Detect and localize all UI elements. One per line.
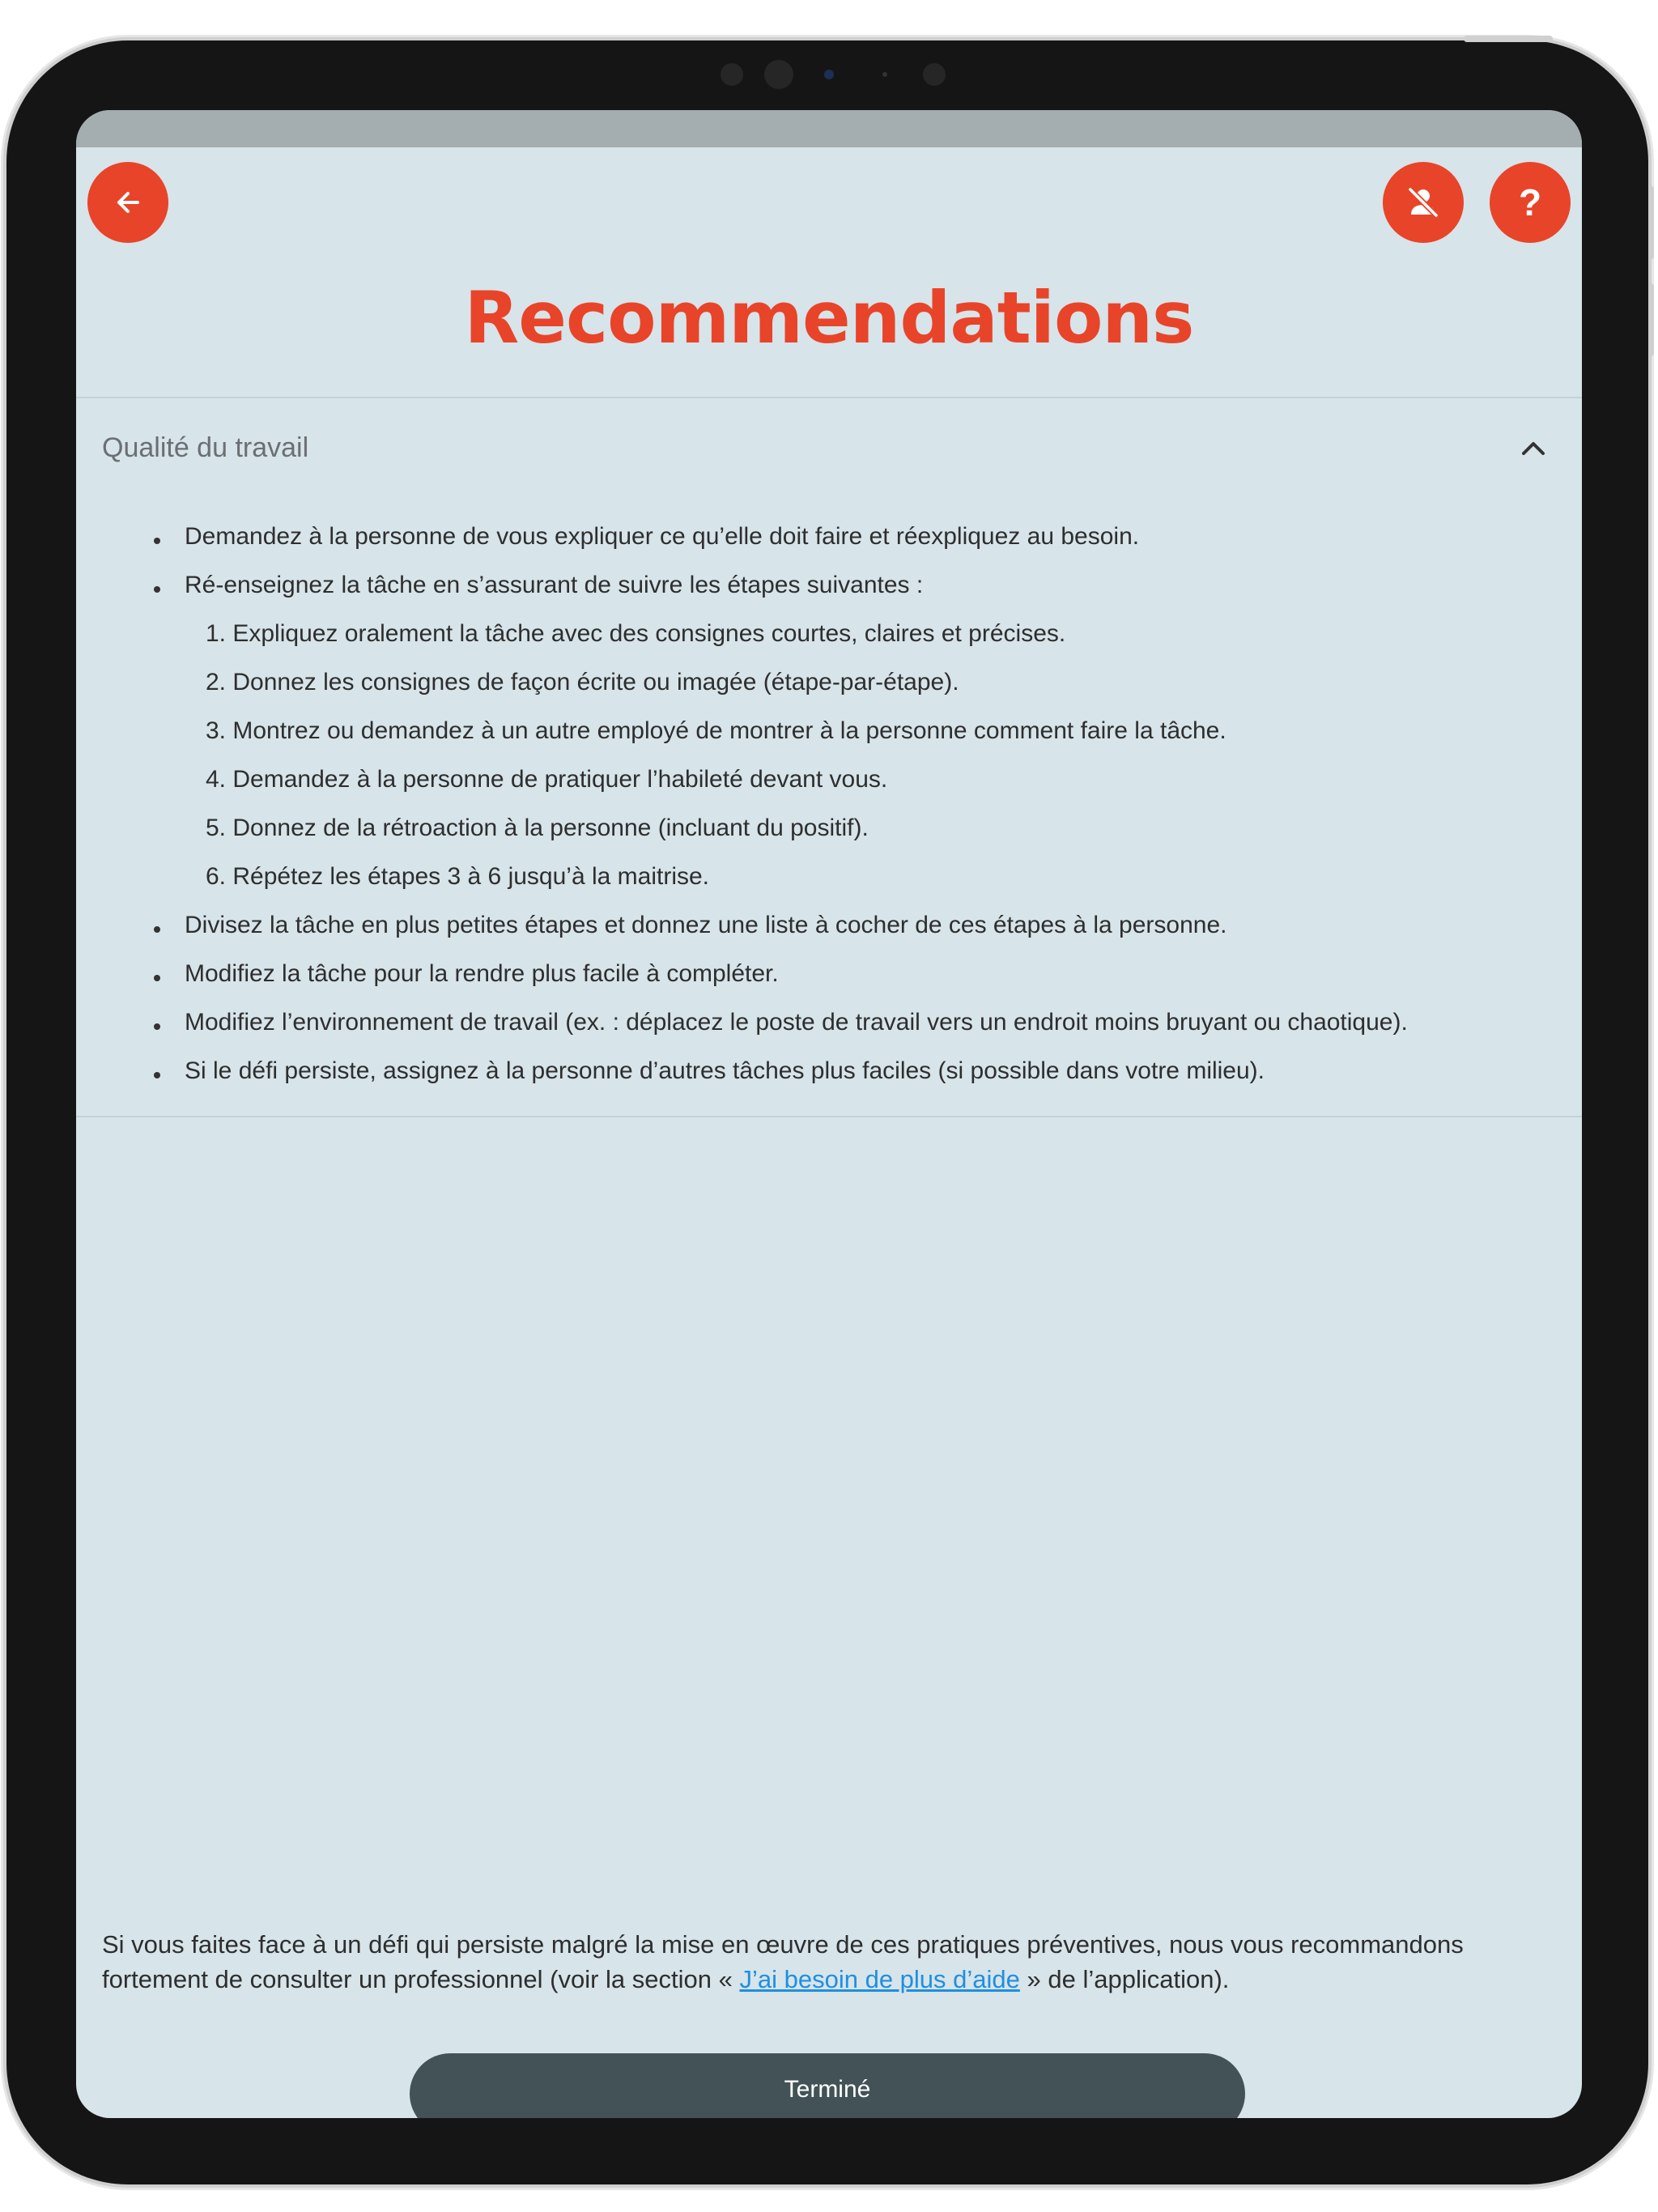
bullet (154, 1023, 160, 1030)
list-item: Si le défi persiste, assignez à la personne d’autres tâches plus faciles (si possible dans votre milieu). (185, 1057, 1265, 1084)
section-title: Qualité du travail (102, 432, 309, 463)
list-item: Divisez la tâche en plus petites étapes et donnez une liste à cocher de ces étapes à la personne. (185, 912, 1227, 938)
camera-sensor (824, 70, 834, 79)
list-item: Ré-enseignez la tâche en s’assurant de suivre les étapes suivantes : (185, 572, 924, 598)
bullet (154, 1072, 160, 1078)
page-title: Recommendations (464, 276, 1194, 359)
camera-lens (721, 63, 743, 86)
more-help-link[interactable]: J’ai besoin de plus d’aide (739, 1965, 1020, 1993)
help-button[interactable] (1490, 162, 1571, 243)
step-item: 4. Demandez à la personne de pratiquer l’habileté devant vous. (206, 766, 888, 793)
footer-note-text-end: » de l’application). (1019, 1965, 1230, 1993)
bullet (154, 975, 160, 981)
mute-person-button[interactable] (1383, 162, 1464, 243)
divider-bottom (76, 1116, 1582, 1117)
footer-note (102, 1927, 1537, 1997)
volume-down-button (1648, 283, 1654, 356)
done-button[interactable]: Terminé (410, 2053, 1245, 2118)
divider-top (76, 397, 1582, 398)
list-item: Modifiez la tâche pour la rendre plus facile à compléter. (185, 960, 779, 987)
footer-note-text: Si vous faites face à un défi qui persiste malgré la mise en œuvre de ces pratiques préventives, nous vous recommandons fortement de consulter un professionnel (voir la section « (102, 1930, 1464, 1993)
camera-dot (882, 72, 887, 77)
list-item: Modifiez l’environnement de travail (ex. : déplacez le poste de travail vers un endroit moins bruyant ou chaotique). (185, 1009, 1408, 1036)
step-item: 3. Montrez ou demandez à un autre employé de montrer à la personne comment faire la tâche. (206, 717, 1226, 744)
step-item: 6. Répétez les étapes 3 à 6 jusqu’à la maitrise. (206, 863, 710, 890)
chevron-up-icon[interactable] (1516, 434, 1551, 463)
bullet (154, 538, 160, 544)
status-bar (76, 110, 1582, 147)
camera-lens (764, 60, 793, 89)
section-header[interactable] (76, 410, 1582, 487)
step-item: 1. Expliquez oralement la tâche avec des consignes courtes, claires et précises. (206, 620, 1066, 647)
bullet (154, 586, 160, 593)
step-item: 2. Donnez les consignes de façon écrite ou imagée (étape-par-étape). (206, 669, 959, 696)
back-button[interactable] (87, 162, 168, 243)
bullet (154, 926, 160, 933)
app-screen (76, 110, 1582, 2118)
help-icon: ? (1518, 181, 1542, 223)
camera-lens (923, 63, 946, 86)
step-item: 5. Donnez de la rétroaction à la personne (incluant du positif). (206, 815, 869, 841)
list-item: Demandez à la personne de vous expliquer ce qu’elle doit faire et réexpliquez au besoin. (185, 523, 1140, 550)
person-off-icon (1405, 184, 1442, 221)
power-button (1464, 36, 1553, 42)
arrow-left-icon (112, 186, 144, 219)
volume-up-button (1648, 186, 1654, 259)
